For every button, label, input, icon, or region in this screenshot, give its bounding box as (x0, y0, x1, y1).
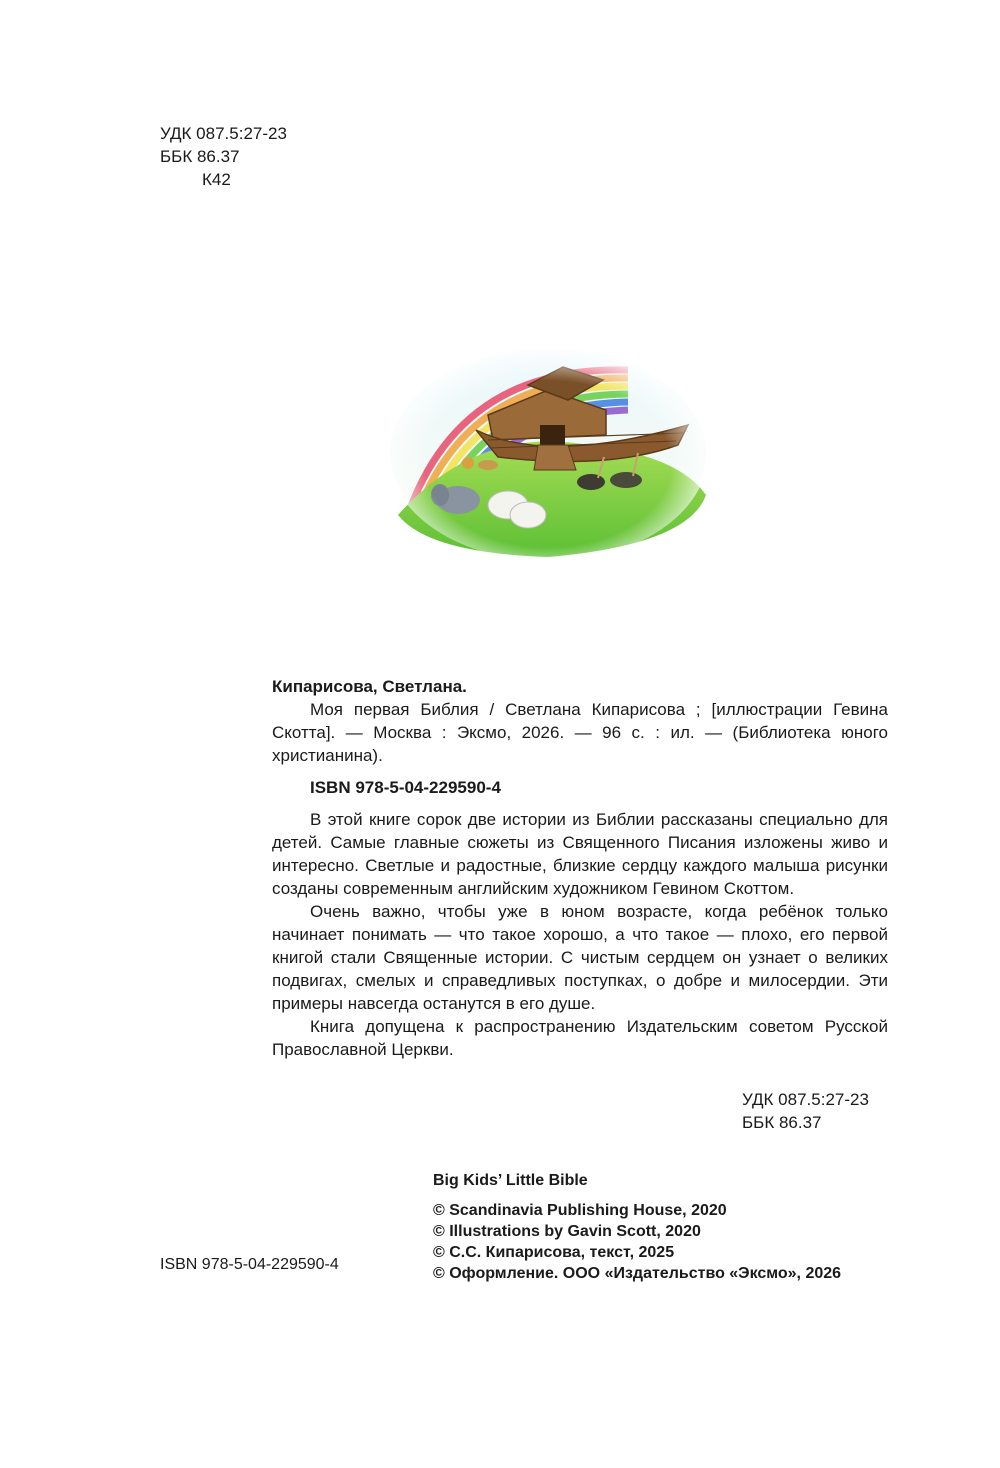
isbn-main: ISBN 978-5-04-229590-4 (310, 778, 501, 797)
author-name: Кипарисова, Светлана. (272, 677, 467, 696)
isbn-bottom: ISBN 978-5-04-229590-4 (160, 1256, 339, 1273)
right-classification-codes (742, 1088, 869, 1134)
copyright-line: © С.С. Кипарисова, текст, 2025 (433, 1244, 675, 1261)
bbk-code: ББК 86.37 (742, 1113, 822, 1132)
udk-code: УДК 087.5:27-23 (742, 1090, 869, 1109)
top-classification-codes (160, 122, 287, 191)
copyright-line: © Scandinavia Publishing House, 2020 (433, 1202, 727, 1219)
udk-code: УДК 087.5:27-23 (160, 124, 287, 143)
copyright-line: © Оформление. ООО «Издательство «Эксмо», 2026 (433, 1265, 842, 1282)
original-title: Big Kids’ Little Bible (433, 1172, 588, 1189)
bibliographic-record (272, 675, 888, 1061)
noahs-ark-rainbow-illustration (388, 345, 708, 560)
copyright-credits (433, 1170, 841, 1284)
bbk-code: ББК 86.37 (160, 147, 240, 166)
author-mark: К42 (202, 170, 231, 189)
annotation-paragraph: Книга допущена к распространению Издательским советом Русской Православной Церкви. (272, 1017, 888, 1059)
annotation-paragraph: В этой книге сорок две истории из Библии рассказаны специально для детей. Самые главные сюжеты из Священного Писания изложены живо и интересно. Светлые и радостные, близкие сердцу каждого малыша рисунки созданы современным английским художником Гевином Скоттом. (272, 810, 888, 898)
annotation-paragraph: Очень важно, чтобы уже в юном возрасте, когда ребёнок только начинает понимать — что такое хорошо, а что такое — плохо, его первой книгой стали Священные истории. С чистым сердцем он узнает о великих подвигах, смелых и справедливых поступках, о добре и милосердии. Эти примеры навсегда останутся в его душе. (272, 902, 888, 1013)
bibliographic-description: Моя первая Библия / Светлана Кипарисова ; [иллюстрации Гевина Скотта]. — Москва : Эксмо, 2026. — 96 с. : ил. — (Библиотека юного христианина). (272, 700, 888, 765)
copyright-line: © Illustrations by Gavin Scott, 2020 (433, 1223, 701, 1240)
